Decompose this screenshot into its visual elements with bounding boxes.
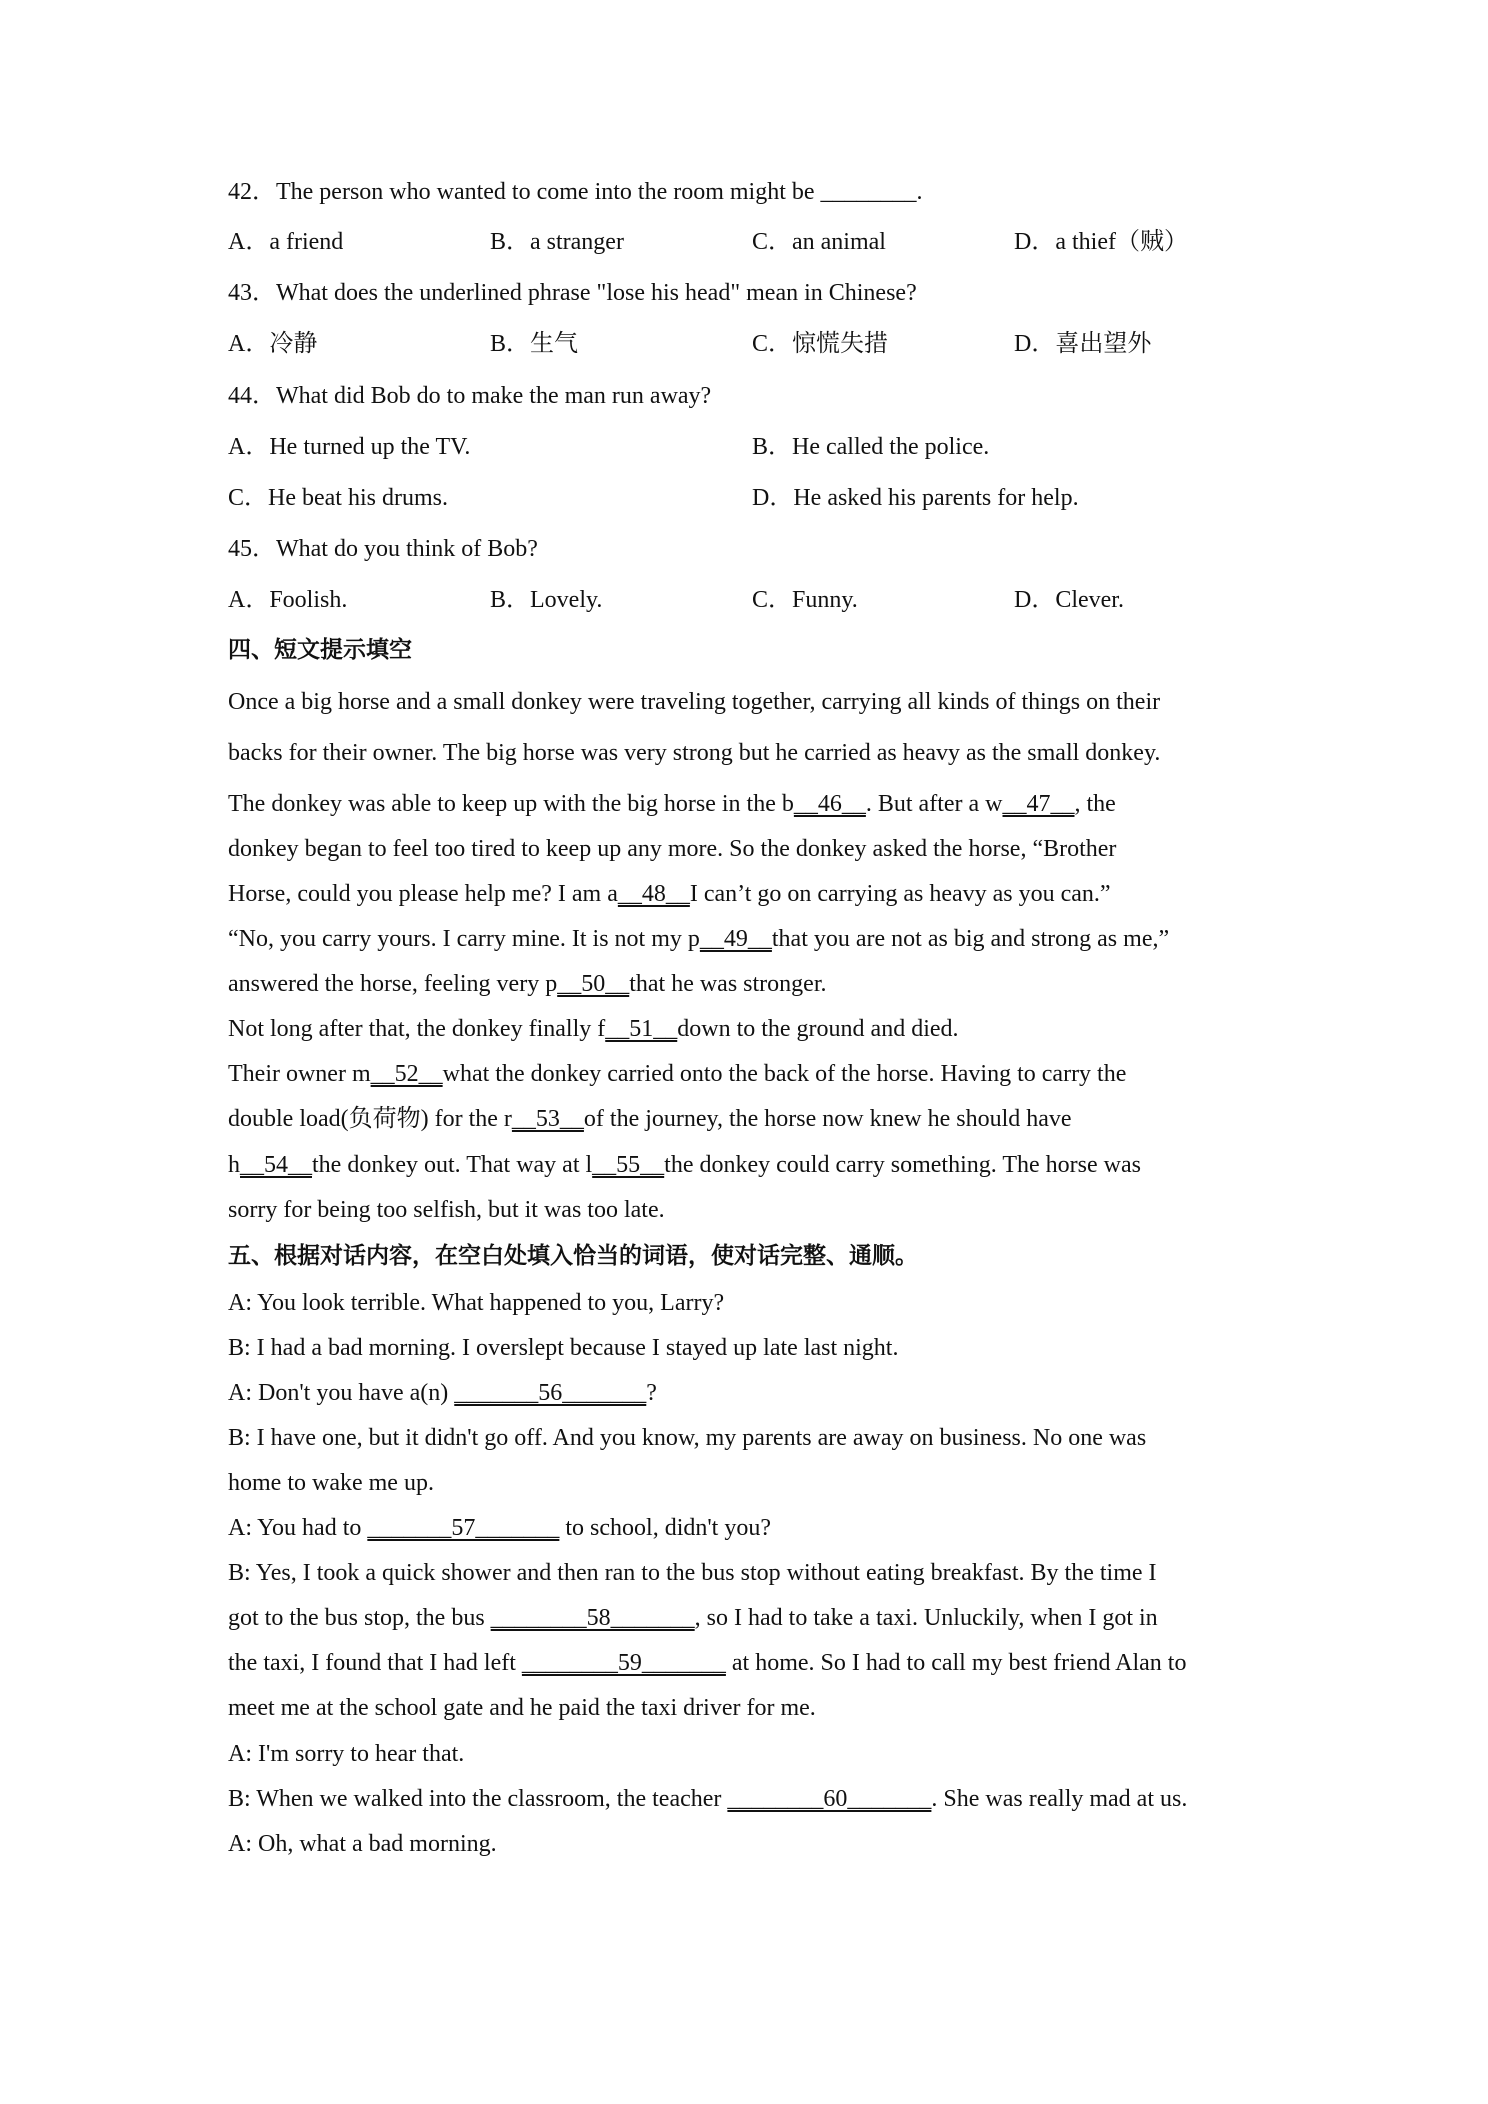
passage-line bbox=[228, 688, 1160, 717]
question-43-option-c: C．惊慌失措 bbox=[752, 331, 889, 357]
question-43-option-b: B．生气 bbox=[490, 331, 579, 357]
dialogue-line bbox=[228, 1289, 724, 1318]
text-segment: B: When we walked into the classroom, the teacher bbox=[228, 1786, 728, 1812]
text-segment: the donkey could carry something. The horse was bbox=[664, 1152, 1141, 1178]
question-42-option-a: A．a friend bbox=[228, 229, 344, 255]
question-42-option-b: B．a stranger bbox=[490, 229, 624, 255]
question-44-option-c: C．He beat his drums. bbox=[228, 485, 448, 511]
text-segment: A: Don't you have a(n) bbox=[228, 1380, 455, 1406]
text-segment: . She was really mad at us. bbox=[931, 1786, 1188, 1812]
text-segment: down to the ground and died. bbox=[677, 1016, 959, 1042]
passage-line bbox=[228, 925, 1169, 954]
question-45-stem: 45．What do you think of Bob? bbox=[228, 536, 538, 562]
text-segment: . But after a w bbox=[865, 791, 1003, 817]
dialogue-line bbox=[228, 1604, 1158, 1633]
text-segment: that he was stronger. bbox=[629, 971, 827, 997]
passage-line bbox=[228, 970, 827, 999]
answer-blank: __50__ bbox=[557, 971, 630, 997]
text-segment: to school, didn't you? bbox=[559, 1515, 771, 1541]
dialogue-line bbox=[228, 1649, 1186, 1678]
passage-line bbox=[228, 835, 1116, 864]
passage-line bbox=[228, 1015, 959, 1044]
answer-blank: __46__ bbox=[793, 791, 866, 817]
question-44-option-a: A．He turned up the TV. bbox=[228, 434, 471, 460]
text-segment: A: Oh, what a bad morning. bbox=[228, 1831, 497, 1857]
dialogue-line bbox=[228, 1334, 898, 1363]
text-segment: The donkey was able to keep up with the big horse in the b bbox=[228, 791, 794, 817]
question-45-option-b: B．Lovely. bbox=[490, 587, 603, 613]
question-42-option-c: C．an animal bbox=[752, 229, 886, 255]
text-segment: B: I had a bad morning. I overslept because I stayed up late last night. bbox=[228, 1335, 899, 1361]
dialogue-line bbox=[228, 1694, 816, 1723]
dialogue-line bbox=[228, 1514, 771, 1543]
text-segment: answered the horse, feeling very p bbox=[228, 971, 558, 997]
text-segment: I can’t go on carrying as heavy as you can.” bbox=[689, 881, 1111, 907]
question-45-option-d: D．Clever. bbox=[1014, 587, 1124, 613]
passage-line bbox=[228, 880, 1111, 909]
question-44-stem: 44．What did Bob do to make the man run away? bbox=[228, 383, 712, 409]
dialogue-line bbox=[228, 1785, 1187, 1814]
question-43-stem: 43．What does the underlined phrase "lose his head" mean in Chinese? bbox=[228, 280, 917, 306]
text-segment: backs for their owner. The big horse was very strong but he carried as heavy as the small donkey. bbox=[228, 740, 1161, 766]
text-segment: h bbox=[228, 1152, 240, 1178]
passage-line bbox=[228, 1060, 1126, 1089]
passage-line bbox=[228, 1105, 1072, 1134]
answer-blank: _______56_______ bbox=[454, 1380, 647, 1406]
text-segment: what the donkey carried onto the back of the horse. Having to carry the bbox=[442, 1061, 1127, 1087]
answer-blank: _______57_______ bbox=[367, 1515, 560, 1541]
text-segment: , so I had to take a taxi. Unluckily, when I got in bbox=[694, 1605, 1158, 1631]
question-43-option-d: D．喜出望外 bbox=[1014, 331, 1152, 357]
text-segment: “No, you carry yours. I carry mine. It is not my p bbox=[228, 926, 700, 952]
question-42-stem: 42．The person who wanted to come into the room might be ________. bbox=[228, 179, 923, 205]
text-segment: sorry for being too selfish, but it was too late. bbox=[228, 1197, 665, 1223]
answer-blank: __54__ bbox=[240, 1152, 312, 1178]
dialogue-line bbox=[228, 1740, 464, 1769]
section-4-title: 四、短文提示填空 bbox=[228, 637, 412, 663]
answer-blank: ________59_______ bbox=[521, 1650, 726, 1676]
question-43-option-a: A．冷静 bbox=[228, 331, 318, 357]
text-segment: donkey began to feel too tired to keep up any more. So the donkey asked the horse, “Brother bbox=[228, 836, 1117, 862]
text-segment: home to wake me up. bbox=[228, 1470, 434, 1496]
text-segment: double load(负荷物) for the r bbox=[228, 1106, 512, 1132]
text-segment: meet me at the school gate and he paid the taxi driver for me. bbox=[228, 1695, 816, 1721]
text-segment: A: You look terrible. What happened to you, Larry? bbox=[228, 1290, 725, 1316]
passage-line bbox=[228, 790, 1116, 819]
answer-blank: ________60_______ bbox=[727, 1786, 932, 1812]
answer-blank: __48__ bbox=[617, 881, 690, 907]
text-segment: A: You had to bbox=[228, 1515, 368, 1541]
text-segment: Horse, could you please help me? I am a bbox=[228, 881, 618, 907]
passage-line bbox=[228, 739, 1160, 768]
answer-blank: ________58_______ bbox=[490, 1605, 695, 1631]
question-45-option-a: A．Foolish. bbox=[228, 587, 348, 613]
answer-blank: __47__ bbox=[1002, 791, 1075, 817]
question-42-option-d: D．a thief（贼） bbox=[1014, 229, 1188, 255]
dialogue-line bbox=[228, 1830, 497, 1859]
dialogue-line bbox=[228, 1469, 434, 1498]
passage-line bbox=[228, 1196, 665, 1225]
answer-blank: __51__ bbox=[605, 1016, 678, 1042]
text-segment: , the bbox=[1074, 791, 1116, 817]
text-segment: at home. So I had to call my best friend Alan to bbox=[725, 1650, 1187, 1676]
passage-line bbox=[228, 1151, 1141, 1180]
text-segment: Once a big horse and a small donkey were traveling together, carrying all kinds of things on their bbox=[228, 689, 1161, 715]
text-segment: the taxi, I found that I had left bbox=[228, 1650, 522, 1676]
text-segment: got to the bus stop, the bus bbox=[228, 1605, 491, 1631]
text-segment: B: Yes, I took a quick shower and then ran to the bus stop without eating breakfast. By the time I bbox=[228, 1560, 1157, 1586]
text-segment: ? bbox=[646, 1380, 657, 1406]
text-segment: that you are not as big and strong as me,” bbox=[771, 926, 1170, 952]
answer-blank: __49__ bbox=[699, 926, 772, 952]
dialogue-line bbox=[228, 1559, 1157, 1588]
text-segment: Not long after that, the donkey finally f bbox=[228, 1016, 606, 1042]
dialogue-line bbox=[228, 1379, 657, 1408]
answer-blank: __52__ bbox=[370, 1061, 443, 1087]
question-44-option-b: B．He called the police. bbox=[752, 434, 990, 460]
answer-blank: __53__ bbox=[511, 1106, 584, 1132]
section-5-title: 五、根据对话内容，在空白处填入恰当的词语，使对话完整、通顺。 bbox=[228, 1243, 918, 1269]
text-segment: of the journey, the horse now knew he should have bbox=[583, 1106, 1072, 1132]
text-segment: Their owner m bbox=[228, 1061, 371, 1087]
question-44-option-d: D．He asked his parents for help. bbox=[752, 485, 1079, 511]
dialogue-line bbox=[228, 1424, 1146, 1453]
text-segment: B: I have one, but it didn't go off. And you know, my parents are away on business. No one was bbox=[228, 1425, 1147, 1451]
text-segment: A: I'm sorry to hear that. bbox=[228, 1741, 465, 1767]
text-segment: the donkey out. That way at l bbox=[312, 1152, 593, 1178]
answer-blank: __55__ bbox=[592, 1152, 665, 1178]
question-45-option-c: C．Funny. bbox=[752, 587, 858, 613]
